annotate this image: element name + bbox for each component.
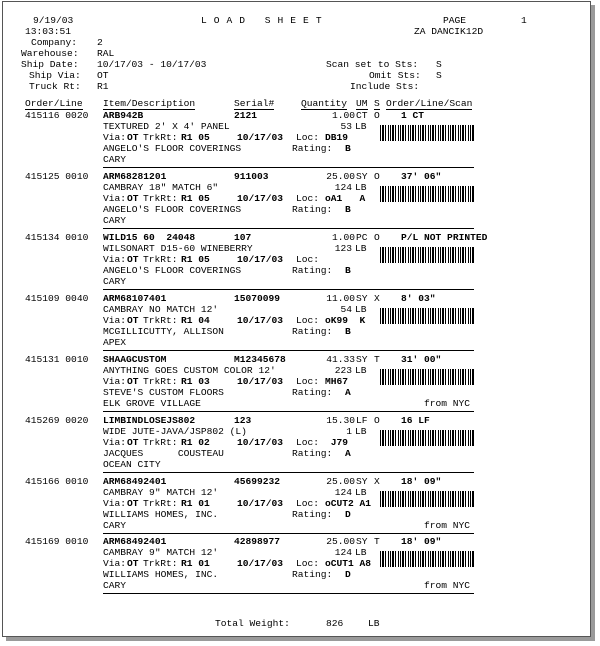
record-barcode [380, 247, 474, 263]
record-item: ARM68281201 [103, 171, 167, 182]
record-item: ARM68492401 [103, 476, 167, 487]
ship-date-label: Ship Date: [21, 59, 79, 70]
record-date: 10/17/03 [237, 254, 284, 265]
record-barcode [380, 308, 474, 324]
record-rating: A [345, 387, 351, 398]
record-barcode [380, 551, 474, 567]
record-loc: oK99 K [325, 315, 366, 326]
record-serial: 911003 [234, 171, 269, 182]
record-quantity: 25.00 [326, 536, 355, 547]
record-trkrt: R1 05 [181, 193, 210, 204]
record-rating-label: Rating: [292, 569, 333, 580]
record-date: 10/17/03 [237, 498, 284, 509]
col-quantity: Quantity [301, 98, 348, 109]
record-order-line: 415125 0010 [25, 171, 89, 182]
record-order-line: 415169 0010 [25, 536, 89, 547]
record-separator [103, 411, 474, 412]
record-separator [103, 228, 474, 229]
record-trkrt-label: TrkRt: [143, 437, 178, 448]
record-serial: 42898977 [234, 536, 281, 547]
record-weight: 124 [334, 547, 352, 558]
record-item: LIMBINDLOSEJS802 [103, 415, 196, 426]
record-description: ANYTHING GOES CUSTOM COLOR 12' [103, 365, 276, 376]
record-status: O [374, 110, 380, 121]
record-quantity: 25.00 [326, 171, 355, 182]
record-barcode [380, 369, 474, 385]
record-rating: B [345, 326, 351, 337]
record-loc-label: Loc: [296, 376, 320, 387]
record-customer: WILLIAMS HOMES, INC. [103, 509, 219, 520]
record-trkrt-label: TrkRt: [143, 193, 178, 204]
record-from: from NYC [424, 580, 471, 591]
record-loc-label: Loc: [296, 498, 320, 509]
report-time: 13:03:51 [25, 26, 72, 37]
record-via-label: Via: [103, 193, 127, 204]
record-scan-text: 18' 09" [401, 536, 442, 547]
record-trkrt: R1 02 [181, 437, 210, 448]
record-via-label: Via: [103, 498, 127, 509]
record-via-label: Via: [103, 254, 127, 265]
record-barcode [380, 186, 474, 202]
record-um: SY [356, 536, 368, 547]
record-um: SY [356, 476, 368, 487]
record-description: CAMBRAY 18" MATCH 6" [103, 182, 219, 193]
record-customer: MCGILLICUTTY, ALLISON [103, 326, 224, 337]
record-separator [103, 533, 474, 534]
record-status: T [374, 354, 380, 365]
record-status: O [374, 232, 380, 243]
record-status: O [374, 415, 380, 426]
record-customer: WILLIAMS HOMES, INC. [103, 569, 219, 580]
col-serial: Serial# [234, 98, 275, 109]
record-loc-label: Loc: [296, 193, 320, 204]
record-city: CARY [103, 154, 127, 165]
record-city: APEX [103, 337, 127, 348]
report-title: LOAD SHEET [201, 15, 329, 26]
omit-value: S [436, 70, 442, 81]
record-quantity: 15.30 [326, 415, 355, 426]
company-label: Company: [31, 37, 78, 48]
record-rating: B [345, 265, 351, 276]
record-weight-um: LB [355, 365, 367, 376]
record-separator [103, 593, 474, 594]
total-weight-value: 826 [326, 618, 344, 629]
record-rating-label: Rating: [292, 448, 333, 459]
record-um: SY [356, 171, 368, 182]
record-rating-label: Rating: [292, 509, 333, 520]
record-customer: ANGELO'S FLOOR COVERINGS [103, 204, 242, 215]
record-loc: oCUT1 A8 [325, 558, 372, 569]
record-date: 10/17/03 [237, 193, 284, 204]
record-loc: MH67 [325, 376, 349, 387]
record-trkrt: R1 05 [181, 132, 210, 143]
record-um: PC [356, 232, 368, 243]
load-sheet-page [2, 1, 591, 637]
record-rating-label: Rating: [292, 326, 333, 337]
record-customer: ANGELO'S FLOOR COVERINGS [103, 265, 242, 276]
record-trkrt: R1 01 [181, 558, 210, 569]
record-order-line: 415109 0040 [25, 293, 89, 304]
record-serial: 45699232 [234, 476, 281, 487]
record-date: 10/17/03 [237, 315, 284, 326]
record-weight: 1 [346, 426, 352, 437]
record-city: OCEAN CITY [103, 459, 161, 470]
record-rating: D [345, 569, 351, 580]
record-serial: 107 [234, 232, 252, 243]
record-status: X [374, 476, 380, 487]
record-city: CARY [103, 580, 127, 591]
record-customer: ANGELO'S FLOOR COVERINGS [103, 143, 242, 154]
record-via-label: Via: [103, 376, 127, 387]
record-weight: 54 [340, 304, 352, 315]
record-trkrt-label: TrkRt: [143, 315, 178, 326]
total-weight-label: Total Weight: [215, 618, 290, 629]
col-order-line: Order/Line [25, 98, 83, 109]
report-user: ZA DANCIK12D [414, 26, 484, 37]
record-rating-label: Rating: [292, 204, 333, 215]
col-item-desc: Item/Description [103, 98, 196, 109]
record-quantity: 25.00 [326, 476, 355, 487]
record-via: OT [127, 315, 139, 326]
record-trkrt: R1 05 [181, 254, 210, 265]
record-scan-text: 1 CT [401, 110, 425, 121]
record-loc: DB19 [325, 132, 349, 143]
record-order-line: 415116 0020 [25, 110, 89, 121]
record-description: WIDE JUTE-JAVA/JSP802 (L) [103, 426, 247, 437]
record-quantity: 1.00 [331, 232, 355, 243]
record-separator [103, 350, 474, 351]
record-weight: 223 [334, 365, 352, 376]
record-scan-text: 31' 00" [401, 354, 442, 365]
record-date: 10/17/03 [237, 376, 284, 387]
record-trkrt-label: TrkRt: [143, 498, 178, 509]
col-scan: Order/Line/Scan [386, 98, 473, 109]
record-order-line: 415269 0020 [25, 415, 89, 426]
report-date: 9/19/03 [33, 15, 74, 26]
record-barcode [380, 125, 474, 141]
record-item: SHAAGCUSTOM [103, 354, 167, 365]
record-via: OT [127, 376, 139, 387]
record-status: X [374, 293, 380, 304]
record-weight: 124 [334, 487, 352, 498]
record-weight-um: LB [355, 426, 367, 437]
ship-via-label: Ship Via: [29, 70, 81, 81]
record-rating-label: Rating: [292, 143, 333, 154]
record-trkrt-label: TrkRt: [143, 132, 178, 143]
record-via: OT [127, 498, 139, 509]
truck-rt-value: R1 [97, 81, 109, 92]
record-separator [103, 472, 474, 473]
record-trkrt-label: TrkRt: [143, 558, 178, 569]
ship-date-value: 10/17/03 - 10/17/03 [97, 59, 207, 70]
record-separator [103, 167, 474, 168]
record-date: 10/17/03 [237, 558, 284, 569]
record-weight-um: LB [355, 304, 367, 315]
record-serial: M12345678 [234, 354, 286, 365]
record-via: OT [127, 193, 139, 204]
record-barcode [380, 430, 474, 446]
record-description: WILSONART D15-60 WINEBERRY [103, 243, 253, 254]
record-rating: B [345, 143, 351, 154]
record-via-label: Via: [103, 315, 127, 326]
page-number: 1 [521, 15, 527, 26]
record-via: OT [127, 437, 139, 448]
record-item: ARM68107401 [103, 293, 167, 304]
scan-set-value: S [436, 59, 442, 70]
record-customer: JACQUES COUSTEAU [103, 448, 224, 459]
warehouse-value: RAL [97, 48, 115, 59]
scan-set-label: Scan set to Sts: [326, 59, 419, 70]
record-via: OT [127, 558, 139, 569]
record-from: from NYC [424, 398, 471, 409]
record-order-line: 415134 0010 [25, 232, 89, 243]
omit-label: Omit Sts: [369, 70, 421, 81]
record-serial: 15070099 [234, 293, 281, 304]
record-scan-text: 18' 09" [401, 476, 442, 487]
record-item: ARM68492401 [103, 536, 167, 547]
record-quantity: 1.00 [331, 110, 355, 121]
record-via: OT [127, 254, 139, 265]
include-label: Include Sts: [350, 81, 420, 92]
record-loc-label: Loc: [296, 558, 320, 569]
warehouse-label: Warehouse: [21, 48, 79, 59]
record-rating-label: Rating: [292, 387, 333, 398]
record-via-label: Via: [103, 132, 127, 143]
record-trkrt: R1 03 [181, 376, 210, 387]
record-scan-text: 37' 06" [401, 171, 442, 182]
record-via: OT [127, 132, 139, 143]
record-status: O [374, 171, 380, 182]
record-date: 10/17/03 [237, 437, 284, 448]
record-via-label: Via: [103, 558, 127, 569]
record-weight-um: LB [355, 487, 367, 498]
record-rating: B [345, 204, 351, 215]
record-city: CARY [103, 215, 127, 226]
record-item: ARB942B [103, 110, 144, 121]
record-customer: STEVE'S CUSTOM FLOORS [103, 387, 224, 398]
record-trkrt-label: TrkRt: [143, 376, 178, 387]
record-um: CT [356, 110, 368, 121]
record-trkrt: R1 01 [181, 498, 210, 509]
company-value: 2 [97, 37, 103, 48]
record-weight: 123 [334, 243, 352, 254]
record-loc: J79 [325, 437, 349, 448]
ship-via-value: OT [97, 70, 109, 81]
record-weight: 53 [340, 121, 352, 132]
record-from: from NYC [424, 520, 471, 531]
total-weight-um: LB [368, 618, 380, 629]
record-weight-um: LB [355, 121, 367, 132]
record-weight: 124 [334, 182, 352, 193]
record-item: WILD15 60 24048 [103, 232, 196, 243]
record-loc-label: Loc: [296, 132, 320, 143]
record-serial: 2121 [234, 110, 258, 121]
record-um: SY [356, 354, 368, 365]
record-via-label: Via: [103, 437, 127, 448]
record-status: T [374, 536, 380, 547]
record-um: SY [356, 293, 368, 304]
record-trkrt-label: TrkRt: [143, 254, 178, 265]
record-weight-um: LB [355, 547, 367, 558]
record-quantity: 11.00 [326, 293, 355, 304]
record-loc-label: Loc: [296, 254, 320, 265]
truck-rt-label: Truck Rt: [29, 81, 81, 92]
record-um: LF [356, 415, 368, 426]
record-description: CAMBRAY 9" MATCH 12' [103, 487, 219, 498]
record-description: CAMBRAY NO MATCH 12' [103, 304, 219, 315]
record-rating-label: Rating: [292, 265, 333, 276]
record-separator [103, 289, 474, 290]
record-scan-text: 16 LF [401, 415, 430, 426]
record-weight-um: LB [355, 243, 367, 254]
record-description: CAMBRAY 9" MATCH 12' [103, 547, 219, 558]
record-barcode [380, 491, 474, 507]
record-city: CARY [103, 276, 127, 287]
record-weight-um: LB [355, 182, 367, 193]
record-rating: D [345, 509, 351, 520]
record-city: ELK GROVE VILLAGE [103, 398, 201, 409]
record-city: CARY [103, 520, 127, 531]
record-quantity: 41.33 [326, 354, 355, 365]
record-order-line: 415131 0010 [25, 354, 89, 365]
record-description: TEXTURED 2' X 4' PANEL [103, 121, 230, 132]
record-scan-text: P/L NOT PRINTED [401, 232, 488, 243]
record-serial: 123 [234, 415, 252, 426]
record-trkrt: R1 04 [181, 315, 210, 326]
record-loc: oA1 A [325, 193, 366, 204]
record-scan-text: 8' 03" [401, 293, 436, 304]
col-s: S [374, 98, 380, 109]
record-loc-label: Loc: [296, 315, 320, 326]
record-loc: oCUT2 A1 [325, 498, 372, 509]
record-order-line: 415166 0010 [25, 476, 89, 487]
page-label: PAGE [443, 15, 467, 26]
record-date: 10/17/03 [237, 132, 284, 143]
record-loc-label: Loc: [296, 437, 320, 448]
col-um: UM [356, 98, 368, 109]
record-rating: A [345, 448, 351, 459]
